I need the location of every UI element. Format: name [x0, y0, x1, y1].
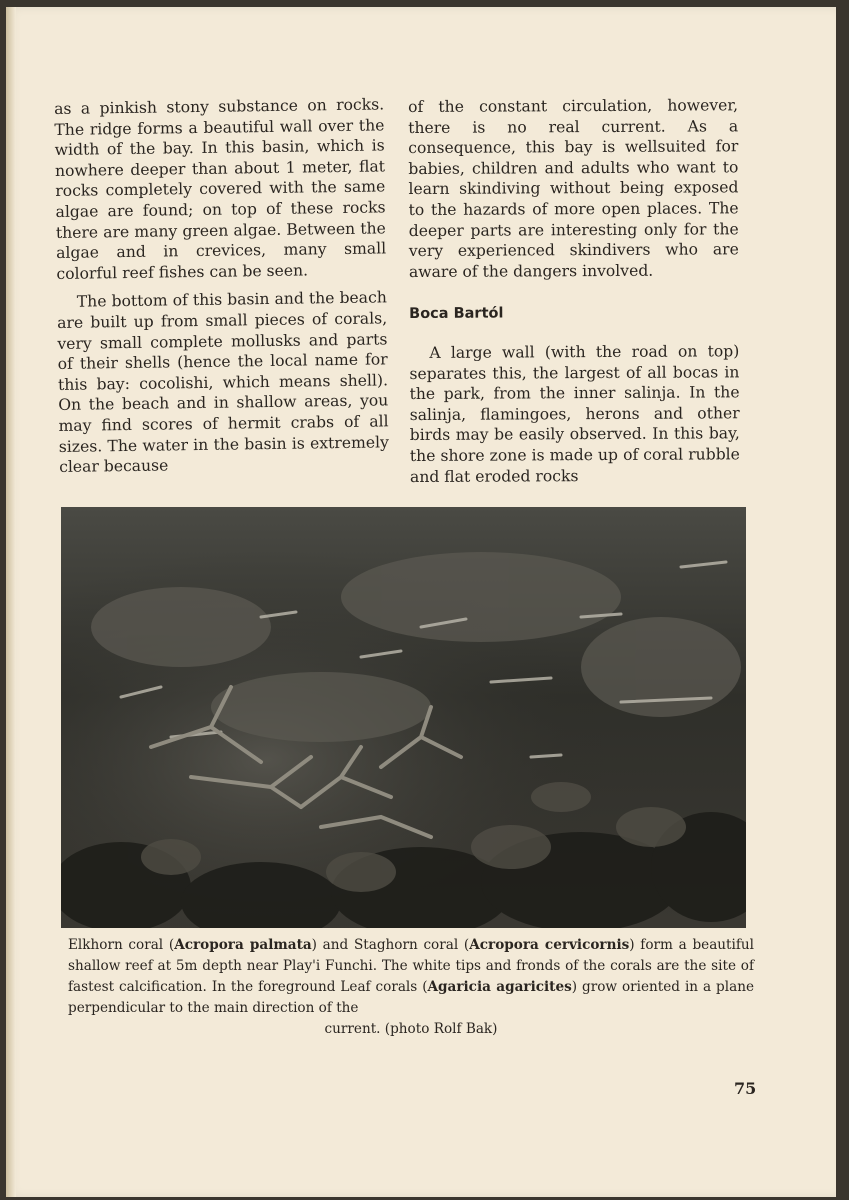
caption-species-2: Acropora cervicornis	[469, 937, 630, 953]
section-heading: Boca Bartól	[409, 305, 504, 323]
left-paragraph-1: as a pinkish stony substance on rocks. The ridge forms a beautiful wall over the width of the bay. In this basin, which is nowhere deeper than about 1 meter, flat rocks completely covered with the same algae are found; on top of these rocks there are many green algae. Between the algae and in crevices, many small colorful reef fishes can be seen.	[54, 95, 387, 283]
page-number: 75	[734, 1079, 757, 1098]
caption-text-1: Elkhorn coral (	[68, 937, 175, 953]
right-paragraph-1: of the constant circulation, however, there is no real current. As a consequence, this bay is wellsuited for babies, children and adults who want to learn skindiving without being exposed to the hazards of more open places. The deeper parts are interesting only for the very experienced skindivers who are aware of the dangers involved.	[408, 96, 739, 281]
left-text-column	[54, 94, 389, 477]
caption-text-2: ) and Staghorn coral (	[311, 937, 470, 953]
page-spine-shadow	[6, 7, 16, 1197]
caption-species-1: Acropora palmata	[174, 937, 312, 953]
caption-species-3: Agaricia agaricites	[427, 979, 572, 995]
photo-caption	[68, 935, 754, 1040]
right-text-column	[408, 95, 740, 487]
caption-credit: current. (photo Rolf Bak)	[324, 1021, 498, 1037]
coral-reef-image	[61, 507, 746, 928]
right-paragraph-2: A large wall (with the road on top) separates this, the largest of all bocas in the park, from the inner salinja. In the salinja, flamingoes, herons and other birds may be easily observed. In this bay, the shore zone is made up of coral rubble and flat eroded rocks	[409, 342, 740, 486]
caption-text-3: ) form a beautiful shallow reef at 5m depth near Play'i Funchi. The white tips and fronds of the corals are the site of fastest calcification. In the foreground Leaf corals (	[68, 937, 754, 995]
book-page	[6, 7, 836, 1197]
left-paragraph-2: The bottom of this basin and the beach are built up from small pieces of corals, very small complete mollusks and parts of their shells (hence the local name for this bay: cocolishi, which means shell). On the beach and in shallow areas, you may find scores of hermit crabs of all sizes. The water in the basin is extremely clear because	[57, 288, 389, 477]
coral-reef-photo	[61, 507, 746, 928]
caption-text-4: ) grow oriented in a plane perpendicular to the main direction of the	[68, 979, 754, 1016]
